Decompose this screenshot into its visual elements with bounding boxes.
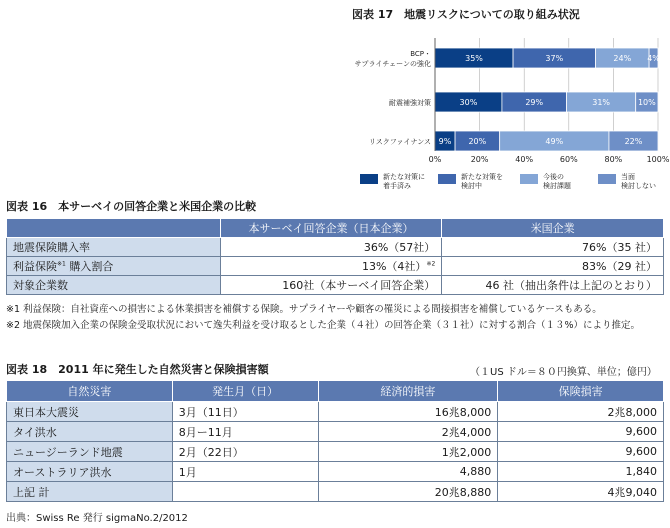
legend-swatch-none	[598, 174, 616, 184]
table-row	[7, 462, 664, 482]
row-label: 対象企業数	[7, 276, 221, 295]
legend-label-none: 当面 検討しない	[621, 173, 656, 190]
data-label: 10%	[637, 98, 656, 107]
row-label	[7, 257, 221, 276]
data-label: 29%	[525, 98, 544, 107]
table-header-cell: 発生月（日）	[172, 381, 318, 402]
footnote-2: ※2 地震保険加入企業の保険金受取状況において逸失利益を受け取るとした企業（４社）の回答企業（３１社）に対する割合（１３%）により推定。	[6, 320, 641, 331]
table-row	[7, 276, 664, 295]
legend-item-considering	[438, 173, 503, 190]
data-label: 20%	[468, 137, 487, 146]
footnote-1: ※1 利益保険：自社資産への損害による休業損害を補償する保険。サプライヤーや顧客の罹災による間接損害を補償しているケースもある。	[6, 304, 602, 315]
footnote-mark: ※2	[426, 260, 436, 268]
economic-loss: 2兆4,000	[318, 422, 498, 442]
footnote-mark: ※1	[57, 260, 66, 268]
data-label: 24%	[613, 54, 632, 63]
legend-item-started	[360, 173, 425, 190]
occurrence-date: 1月	[172, 462, 318, 482]
x-tick-label: 20%	[470, 155, 489, 164]
fig18-table	[6, 380, 664, 502]
category-label: リスクファイナンス	[368, 138, 431, 146]
table-row	[7, 422, 664, 442]
disaster-name: 東日本大震災	[7, 402, 173, 422]
economic-loss: 16兆8,000	[318, 402, 498, 422]
legend-label-started: 新たな対策に 着手済み	[383, 173, 425, 190]
data-label: 31%	[592, 98, 611, 107]
category-label: BCP・	[410, 50, 431, 58]
us-value: 46 社（抽出条件は上記のとおり）	[442, 276, 664, 295]
disaster-name: オーストラリア洪水	[7, 462, 173, 482]
row-label: 地震保険購入率	[7, 238, 221, 257]
row-label-text: 購入割合	[65, 260, 114, 273]
economic-loss: 4,880	[318, 462, 498, 482]
legend-swatch-future	[520, 174, 538, 184]
japan-value: 160社（本サーベイ回答企業）	[220, 276, 442, 295]
table-header-cell: 自然災害	[7, 381, 173, 402]
legend-swatch-started	[360, 174, 378, 184]
occurrence-date: 3月（11日）	[172, 402, 318, 422]
data-label: 4%	[647, 54, 660, 63]
table-row	[7, 238, 664, 257]
data-label: 9%	[438, 137, 452, 146]
x-tick-label: 100%	[646, 155, 670, 164]
us-value: 83%（29 社）	[442, 257, 664, 276]
table-header-row	[7, 219, 664, 238]
japan-value: 36%（57社）	[220, 238, 442, 257]
table-header-cell: 米国企業	[442, 219, 664, 238]
occurrence-date: 2月（22日）	[172, 442, 318, 462]
economic-loss: 20兆8,880	[318, 482, 498, 502]
unit-note: （１US ドル＝８０円換算、単位；億円）	[470, 367, 657, 378]
legend-swatch-considering	[438, 174, 456, 184]
insured-loss: 2兆8,000	[498, 402, 664, 422]
economic-loss: 1兆2,000	[318, 442, 498, 462]
x-tick-label: 80%	[604, 155, 623, 164]
insured-loss: 1,840	[498, 462, 664, 482]
legend-item-none	[598, 173, 656, 190]
disaster-name: 上記 計	[7, 482, 173, 502]
table-header-cell: 保険損害	[498, 381, 664, 402]
fig16-title: 図表 16 本サーベイの回答企業と米国企業の比較	[6, 200, 257, 213]
table-header-cell	[7, 219, 221, 238]
data-label: 30%	[459, 98, 478, 107]
x-tick-label: 0%	[428, 155, 442, 164]
insured-loss: 9,600	[498, 422, 664, 442]
table-header-row	[7, 381, 664, 402]
insured-loss: 4兆9,040	[498, 482, 664, 502]
us-value: 76%（35 社）	[442, 238, 664, 257]
data-label: 49%	[545, 137, 564, 146]
table-row	[7, 442, 664, 462]
japan-value-text: 13%（4社）	[361, 260, 427, 273]
fig17-title: 図表 17 地震リスクについての取り組み状況	[352, 8, 580, 21]
category-label: サプライチェーンの強化	[354, 60, 431, 68]
category-label: 耐震補強対策	[389, 99, 431, 107]
table-row	[7, 257, 664, 276]
legend-label-future: 今後の 検討課題	[543, 173, 571, 190]
insured-loss: 9,600	[498, 442, 664, 462]
data-label: 35%	[465, 54, 483, 63]
row-label-text: 利益保険	[13, 260, 57, 273]
x-tick-label: 40%	[515, 155, 534, 164]
fig17-legend	[360, 173, 665, 195]
disaster-name: タイ洪水	[7, 422, 173, 442]
table-row-total	[7, 482, 664, 502]
fig17-chart-svg	[0, 0, 670, 200]
legend-item-future	[520, 173, 571, 190]
legend-label-considering: 新たな対策を 検討中	[461, 173, 503, 190]
table-header-cell: 本サーベイ回答企業（日本企業）	[220, 219, 442, 238]
data-label: 37%	[545, 54, 564, 63]
source-note: 出典：Swiss Re 発行 sigmaNo.2/2012	[6, 513, 188, 524]
fig17-chart	[0, 0, 670, 200]
x-tick-label: 60%	[559, 155, 578, 164]
occurrence-date: 8月ー11月	[172, 422, 318, 442]
fig18-title: 図表 18 2011 年に発生した自然災害と保険損害額	[6, 363, 269, 376]
occurrence-date	[172, 482, 318, 502]
table-header-cell: 経済的損害	[318, 381, 498, 402]
japan-value	[220, 257, 442, 276]
table-row	[7, 402, 664, 422]
data-label: 22%	[624, 137, 643, 146]
fig16-table	[6, 218, 664, 295]
disaster-name: ニュージーランド地震	[7, 442, 173, 462]
